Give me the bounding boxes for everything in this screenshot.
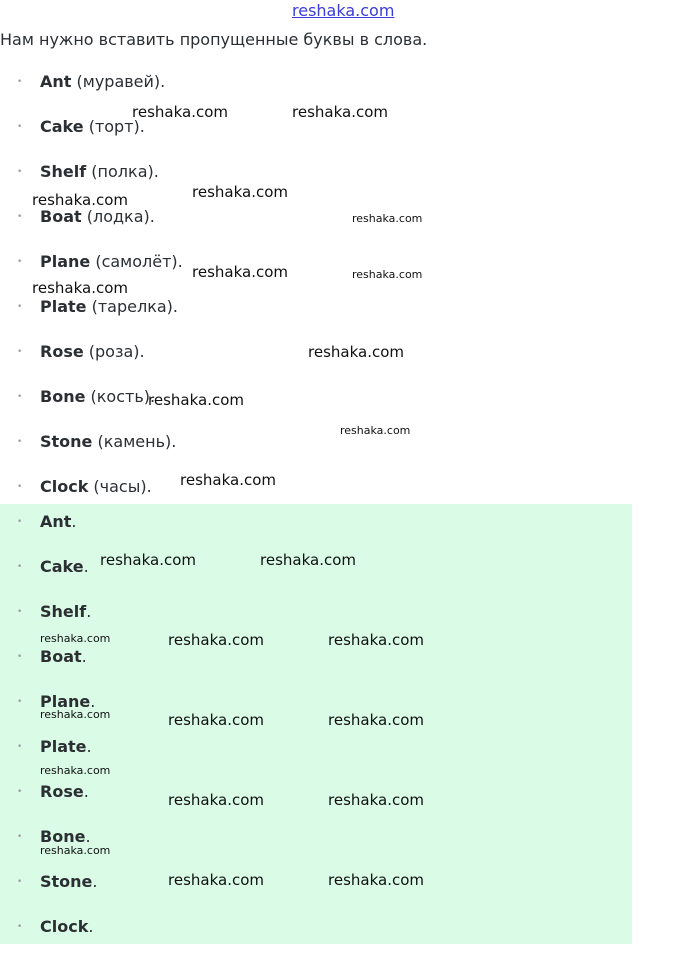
item-word: Ant xyxy=(40,512,72,531)
watermark: reshaka.com xyxy=(168,871,264,889)
bullet-icon: • xyxy=(17,652,23,662)
bullet-icon: • xyxy=(17,562,23,572)
item-punctuation: . xyxy=(83,557,89,576)
bullet-icon: • xyxy=(17,832,23,842)
watermark: reshaka.com xyxy=(32,279,128,297)
item-word: Plate xyxy=(40,737,87,756)
bullet-icon: • xyxy=(17,347,23,357)
item-word: Plane xyxy=(40,692,91,711)
watermark: reshaka.com xyxy=(192,183,288,201)
item-punctuation: . xyxy=(83,782,89,801)
watermark: reshaka.com xyxy=(260,551,356,569)
watermark: reshaka.com xyxy=(352,268,423,281)
bullet-icon: • xyxy=(17,877,23,887)
bullet-icon: • xyxy=(17,77,23,87)
item-word: Shelf xyxy=(40,602,87,621)
watermark: reshaka.com xyxy=(308,343,404,361)
watermark: reshaka.com xyxy=(328,871,424,889)
bullet-icon: • xyxy=(17,922,23,932)
item-translation: (кость). xyxy=(85,387,156,406)
watermark: reshaka.com xyxy=(328,791,424,809)
bullet-icon: • xyxy=(17,437,23,447)
item-translation: (самолёт). xyxy=(90,252,183,271)
item-punctuation: . xyxy=(81,647,87,666)
item-word: Clock xyxy=(40,477,89,496)
item-word: Stone xyxy=(40,872,93,891)
watermark: reshaka.com xyxy=(328,711,424,729)
header-site-link[interactable]: reshaka.com xyxy=(292,1,395,20)
bullet-icon: • xyxy=(17,607,23,617)
item-punctuation: . xyxy=(85,827,91,846)
watermark: reshaka.com xyxy=(40,764,111,777)
watermark: reshaka.com xyxy=(40,632,111,645)
item-punctuation: . xyxy=(86,737,92,756)
bullet-icon: • xyxy=(17,517,23,527)
item-word: Shelf xyxy=(40,162,87,181)
item-punctuation: . xyxy=(71,512,77,531)
watermark: reshaka.com xyxy=(168,791,264,809)
watermark: reshaka.com xyxy=(168,711,264,729)
watermark: reshaka.com xyxy=(132,103,228,121)
item-word: Plane xyxy=(40,252,91,271)
watermark: reshaka.com xyxy=(100,551,196,569)
watermark: reshaka.com xyxy=(352,212,423,225)
item-word: Stone xyxy=(40,432,93,451)
watermark: reshaka.com xyxy=(192,263,288,281)
item-punctuation: . xyxy=(88,917,94,936)
bullet-icon: • xyxy=(17,697,23,707)
item-translation: (муравей). xyxy=(71,72,166,91)
item-word: Boat xyxy=(40,647,82,666)
bullet-icon: • xyxy=(17,167,23,177)
item-translation: (роза). xyxy=(83,342,145,361)
bullet-icon: • xyxy=(17,742,23,752)
bullet-icon: • xyxy=(17,212,23,222)
item-word: Rose xyxy=(40,782,84,801)
item-word: Cake xyxy=(40,557,84,576)
item-word: Cake xyxy=(40,117,84,136)
item-word: Plate xyxy=(40,297,87,316)
watermark: reshaka.com xyxy=(40,708,111,721)
watermark: reshaka.com xyxy=(180,471,276,489)
item-word: Rose xyxy=(40,342,84,361)
item-word: Bone xyxy=(40,387,86,406)
item-punctuation: . xyxy=(86,602,92,621)
watermark: reshaka.com xyxy=(292,103,388,121)
item-translation: (часы). xyxy=(88,477,152,496)
item-translation: (камень). xyxy=(92,432,177,451)
watermark: reshaka.com xyxy=(328,631,424,649)
bullet-icon: • xyxy=(17,122,23,132)
watermark: reshaka.com xyxy=(168,631,264,649)
watermark: reshaka.com xyxy=(340,424,411,437)
item-word: Clock xyxy=(40,917,89,936)
item-translation: (торт). xyxy=(83,117,145,136)
item-word: Bone xyxy=(40,827,86,846)
bullet-icon: • xyxy=(17,302,23,312)
watermark: reshaka.com xyxy=(148,391,244,409)
item-word: Boat xyxy=(40,207,82,226)
bullet-icon: • xyxy=(17,392,23,402)
item-translation: (полка). xyxy=(86,162,159,181)
item-translation: (тарелка). xyxy=(86,297,178,316)
item-punctuation: . xyxy=(92,872,98,891)
watermark: reshaka.com xyxy=(40,844,111,857)
bullet-icon: • xyxy=(17,257,23,267)
intro-text: Нам нужно вставить пропущенные буквы в слова. xyxy=(0,30,428,49)
bullet-icon: • xyxy=(17,482,23,492)
item-word: Ant xyxy=(40,72,72,91)
bullet-icon: • xyxy=(17,787,23,797)
item-punctuation: . xyxy=(90,692,96,711)
item-translation: (лодка). xyxy=(81,207,155,226)
watermark: reshaka.com xyxy=(32,191,128,209)
